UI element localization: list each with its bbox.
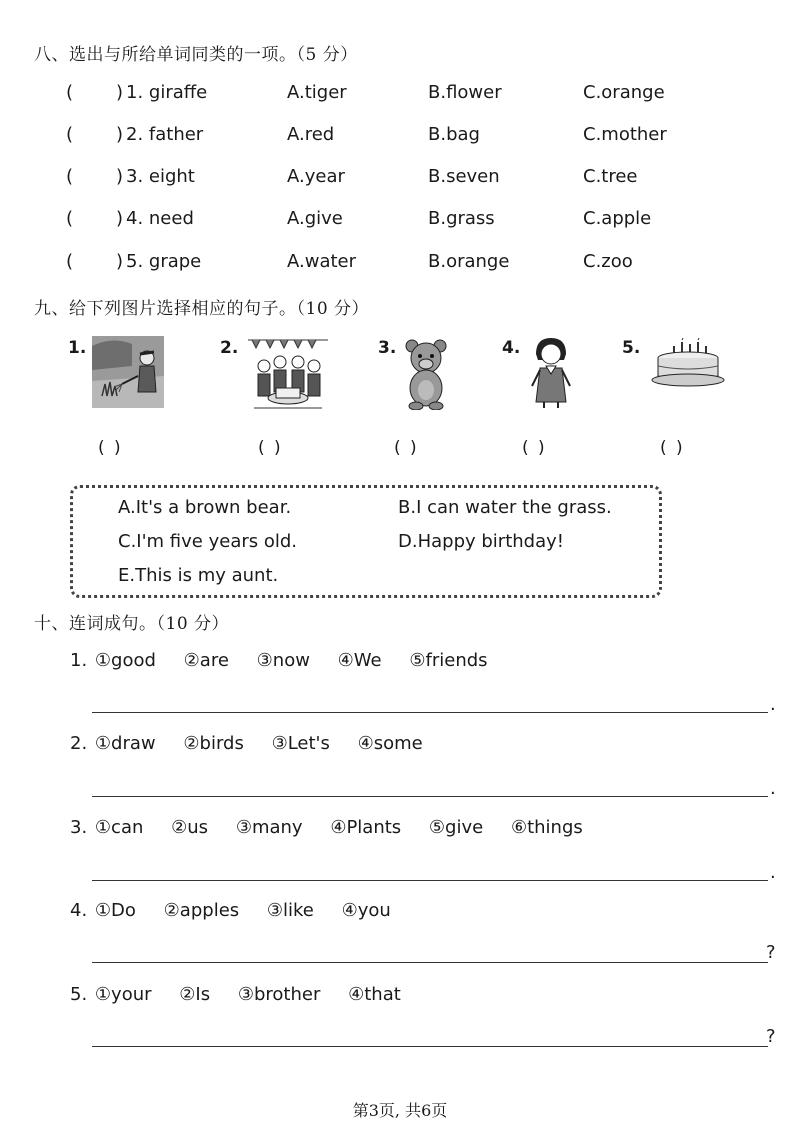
picture-number: 2. — [220, 338, 239, 358]
option-c: C.orange — [583, 82, 665, 103]
paren-open: ( — [66, 166, 74, 187]
word-chip: ②are — [183, 650, 229, 671]
picture-number: 3. — [378, 338, 397, 358]
end-punctuation: . — [770, 778, 776, 799]
word-chip: ①your — [94, 984, 152, 1005]
option-b: B.orange — [428, 251, 510, 272]
section-10-title: 十、连词成句。（10 分） — [34, 614, 230, 634]
word-order-question — [70, 984, 421, 1005]
question-number: 5. — [70, 984, 88, 1005]
word-chip: ①good — [94, 650, 156, 671]
word-order-question — [70, 900, 411, 921]
section-8-title: 八、选出与所给单词同类的一项。（5 分） — [34, 45, 358, 65]
end-punctuation: ? — [766, 1026, 776, 1047]
word-chip: ③now — [256, 650, 310, 671]
question-number: 3. — [70, 817, 88, 838]
paren-close: ) — [116, 251, 124, 272]
end-punctuation: . — [770, 694, 776, 715]
paren-close: ) — [116, 208, 124, 229]
word-chip: ③Let's — [271, 733, 330, 754]
option-a: A.give — [287, 208, 343, 229]
word-chip: ②Is — [179, 984, 211, 1005]
question-number: 1. — [70, 650, 88, 671]
option-b: B.seven — [428, 166, 500, 187]
paren-close: ) — [116, 82, 124, 103]
word-chip: ④you — [341, 900, 391, 921]
word-chip: ④Plants — [330, 817, 402, 838]
option-b: B.flower — [428, 82, 502, 103]
sentence-option-b: B.I can water the grass. — [398, 497, 612, 518]
word-chip: ⑤give — [428, 817, 484, 838]
word-chip: ①draw — [94, 733, 156, 754]
answer-line[interactable] — [92, 712, 768, 713]
option-a: A.tiger — [287, 82, 347, 103]
sentence-option-c: C.I'm five years old. — [118, 531, 298, 552]
question-row — [0, 208, 800, 236]
word-chip: ③many — [235, 817, 303, 838]
picture-answer-blank[interactable]: ( ) — [660, 438, 685, 458]
question-row — [0, 251, 800, 279]
paren-open: ( — [66, 82, 74, 103]
question-word: 1. giraffe — [126, 82, 208, 103]
paren-open: ( — [66, 124, 74, 145]
end-punctuation: ? — [766, 942, 776, 963]
birthday-cake-picture — [648, 338, 728, 392]
sentence-option-e: E.This is my aunt. — [118, 565, 279, 586]
word-chip: ④some — [357, 733, 423, 754]
word-chip: ④that — [348, 984, 401, 1005]
answer-line[interactable] — [92, 962, 768, 963]
question-word: 2. father — [126, 124, 204, 145]
word-chip: ①can — [94, 817, 144, 838]
brown-bear-picture — [400, 338, 452, 414]
option-c: C.tree — [583, 166, 638, 187]
option-c: C.zoo — [583, 251, 633, 272]
picture-answer-blank[interactable]: ( ) — [258, 438, 283, 458]
sentence-option-a: A.It's a brown bear. — [118, 497, 292, 518]
option-a: A.year — [287, 166, 345, 187]
picture-number: 1. — [68, 338, 87, 358]
section-9-title: 九、给下列图片选择相应的句子。（10 分） — [34, 299, 370, 319]
paren-close: ) — [116, 124, 124, 145]
woman-aunt-picture — [528, 336, 574, 412]
picture-number: 5. — [622, 338, 641, 358]
paren-close: ) — [116, 166, 124, 187]
option-a: A.red — [287, 124, 335, 145]
question-number: 4. — [70, 900, 88, 921]
birthday-party-picture — [246, 336, 330, 420]
question-number: 2. — [70, 733, 88, 754]
question-word: 3. eight — [126, 166, 195, 187]
boy-watering-grass-picture — [92, 336, 164, 412]
paren-open: ( — [66, 251, 74, 272]
end-punctuation: . — [770, 862, 776, 883]
option-c: C.mother — [583, 124, 667, 145]
word-chip: ④We — [337, 650, 382, 671]
question-row — [0, 166, 800, 194]
question-word: 5. grape — [126, 251, 202, 272]
word-chip: ②apples — [163, 900, 240, 921]
word-chip: ③like — [266, 900, 314, 921]
word-chip: ③brother — [237, 984, 321, 1005]
picture-answer-blank[interactable]: ( ) — [98, 438, 123, 458]
word-chip: ⑥things — [510, 817, 583, 838]
answer-line[interactable] — [92, 796, 768, 797]
word-order-question — [70, 817, 603, 838]
word-order-question — [70, 733, 443, 754]
paren-open: ( — [66, 208, 74, 229]
picture-answer-blank[interactable]: ( ) — [394, 438, 419, 458]
question-row — [0, 124, 800, 152]
picture-answer-blank[interactable]: ( ) — [522, 438, 547, 458]
word-chip: ①Do — [94, 900, 136, 921]
word-order-question — [70, 650, 508, 671]
word-chip: ⑤friends — [409, 650, 488, 671]
answer-line[interactable] — [92, 1046, 768, 1047]
picture-number: 4. — [502, 338, 521, 358]
sentence-option-d: D.Happy birthday! — [398, 531, 564, 552]
option-c: C.apple — [583, 208, 652, 229]
option-b: B.bag — [428, 124, 480, 145]
word-chip: ②birds — [183, 733, 244, 754]
answer-line[interactable] — [92, 880, 768, 881]
page-footer: 第3页, 共6页 — [352, 1101, 448, 1120]
question-row — [0, 82, 800, 110]
option-a: A.water — [287, 251, 357, 272]
question-word: 4. need — [126, 208, 194, 229]
option-b: B.grass — [428, 208, 495, 229]
word-chip: ②us — [171, 817, 209, 838]
